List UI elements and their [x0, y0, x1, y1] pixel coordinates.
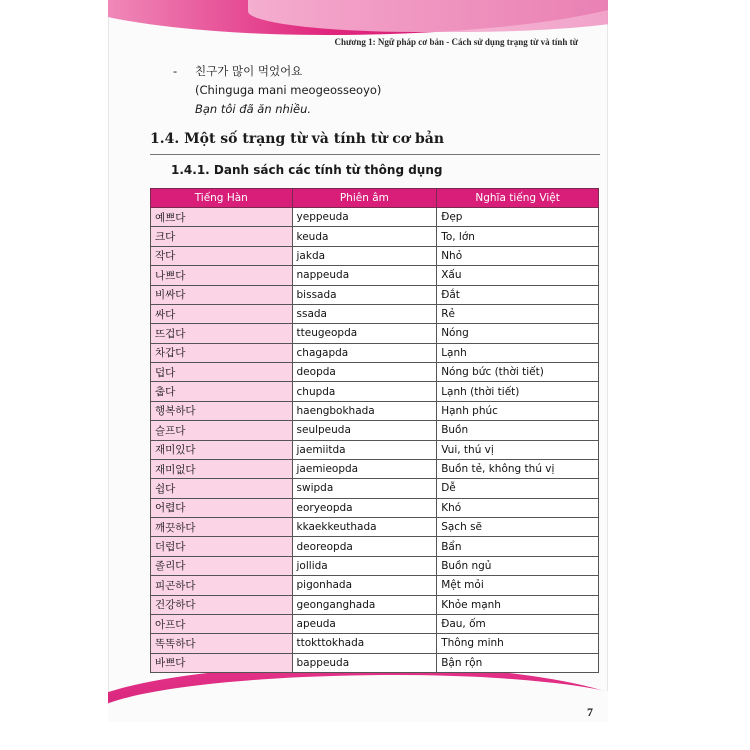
- romanization-cell: kkaekkeuthada: [292, 518, 437, 537]
- example-korean: 친구가 많이 먹었어요: [195, 64, 303, 78]
- table-row: [151, 266, 599, 285]
- romanization-cell: jaemieopda: [292, 459, 437, 478]
- table-row: [151, 634, 599, 653]
- vietnamese-cell: Lạnh (thời tiết): [437, 382, 599, 401]
- korean-cell: 차갑다: [151, 343, 293, 362]
- romanization-cell: deoreopda: [292, 537, 437, 556]
- table-row: [151, 595, 599, 614]
- korean-cell: 똑똑하다: [151, 634, 293, 653]
- korean-cell: 더럽다: [151, 537, 293, 556]
- korean-cell: 재미없다: [151, 459, 293, 478]
- section-divider: [150, 154, 600, 155]
- table-row: [151, 421, 599, 440]
- korean-cell: 행복하다: [151, 401, 293, 420]
- table-row: [151, 653, 599, 672]
- table-row: [151, 614, 599, 633]
- vietnamese-cell: Dễ: [437, 479, 599, 498]
- korean-cell: 어렵다: [151, 498, 293, 517]
- korean-cell: 뜨겁다: [151, 324, 293, 343]
- romanization-cell: bissada: [292, 285, 437, 304]
- vietnamese-cell: Thông minh: [437, 634, 599, 653]
- romanization-cell: yeppeuda: [292, 208, 437, 227]
- header-romanization: Phiên âm: [292, 189, 437, 208]
- romanization-cell: seulpeuda: [292, 421, 437, 440]
- example-romanization: (Chinguga mani meogeosseoyo): [195, 83, 382, 97]
- romanization-cell: swipda: [292, 479, 437, 498]
- table-row: [151, 208, 599, 227]
- vietnamese-cell: Buồn: [437, 421, 599, 440]
- romanization-cell: eoryeopda: [292, 498, 437, 517]
- table-header-row: [151, 189, 599, 208]
- korean-cell: 건강하다: [151, 595, 293, 614]
- vietnamese-cell: Xấu: [437, 266, 599, 285]
- romanization-cell: ttokttokhada: [292, 634, 437, 653]
- vietnamese-cell: Đau, ốm: [437, 614, 599, 633]
- romanization-cell: jaemiitda: [292, 440, 437, 459]
- table-row: [151, 440, 599, 459]
- korean-cell: 춥다: [151, 382, 293, 401]
- korean-cell: 졸리다: [151, 556, 293, 575]
- table-row: [151, 343, 599, 362]
- romanization-cell: geonganghada: [292, 595, 437, 614]
- vietnamese-cell: Mệt mỏi: [437, 576, 599, 595]
- romanization-cell: bappeuda: [292, 653, 437, 672]
- korean-cell: 피곤하다: [151, 576, 293, 595]
- table-row: [151, 459, 599, 478]
- example-dash: -: [173, 64, 178, 78]
- table-row: [151, 556, 599, 575]
- korean-cell: 깨끗하다: [151, 518, 293, 537]
- table-row: [151, 246, 599, 265]
- vietnamese-cell: Nhỏ: [437, 246, 599, 265]
- romanization-cell: deopda: [292, 363, 437, 382]
- romanization-cell: jakda: [292, 246, 437, 265]
- table-row: [151, 304, 599, 323]
- subsection-title: 1.4.1. Danh sách các tính từ thông dụng: [171, 163, 443, 177]
- vietnamese-cell: Bận rộn: [437, 653, 599, 672]
- table-row: [151, 498, 599, 517]
- example-translation: Bạn tôi đã ăn nhiều.: [195, 102, 312, 116]
- table-row: [151, 324, 599, 343]
- korean-cell: 비싸다: [151, 285, 293, 304]
- romanization-cell: keuda: [292, 227, 437, 246]
- vietnamese-cell: Vui, thú vị: [437, 440, 599, 459]
- vietnamese-cell: Đẹp: [437, 208, 599, 227]
- korean-cell: 바쁘다: [151, 653, 293, 672]
- korean-cell: 아프다: [151, 614, 293, 633]
- romanization-cell: jollida: [292, 556, 437, 575]
- vietnamese-cell: Khó: [437, 498, 599, 517]
- table-row: [151, 401, 599, 420]
- romanization-cell: ssada: [292, 304, 437, 323]
- header-vietnamese: Nghĩa tiếng Việt: [437, 189, 599, 208]
- vietnamese-cell: Lạnh: [437, 343, 599, 362]
- table-row: [151, 518, 599, 537]
- romanization-cell: tteugeopda: [292, 324, 437, 343]
- vietnamese-cell: Sạch sẽ: [437, 518, 599, 537]
- section-title: 1.4. Một số trạng từ và tính từ cơ bản: [150, 131, 445, 147]
- korean-cell: 싸다: [151, 304, 293, 323]
- romanization-cell: apeuda: [292, 614, 437, 633]
- romanization-cell: haengbokhada: [292, 401, 437, 420]
- example-sentence: [173, 62, 381, 119]
- vietnamese-cell: Khỏe mạnh: [437, 595, 599, 614]
- korean-cell: 슬프다: [151, 421, 293, 440]
- romanization-cell: chupda: [292, 382, 437, 401]
- korean-cell: 나쁘다: [151, 266, 293, 285]
- vietnamese-cell: Hạnh phúc: [437, 401, 599, 420]
- header-korean: Tiếng Hàn: [151, 189, 293, 208]
- vietnamese-cell: Bẩn: [437, 537, 599, 556]
- table-row: [151, 479, 599, 498]
- table-row: [151, 363, 599, 382]
- romanization-cell: nappeuda: [292, 266, 437, 285]
- book-page: [108, 0, 608, 722]
- korean-cell: 재미있다: [151, 440, 293, 459]
- vietnamese-cell: Buồn ngủ: [437, 556, 599, 575]
- chapter-header: Chương 1: Ngữ pháp cơ bản - Cách sử dụng trạng từ và tính từ: [334, 37, 578, 47]
- table-row: [151, 382, 599, 401]
- romanization-cell: chagapda: [292, 343, 437, 362]
- vietnamese-cell: Nóng: [437, 324, 599, 343]
- adjective-table: [150, 188, 599, 673]
- korean-cell: 크다: [151, 227, 293, 246]
- vietnamese-cell: Nóng bức (thời tiết): [437, 363, 599, 382]
- korean-cell: 덥다: [151, 363, 293, 382]
- vietnamese-cell: Buồn tẻ, không thú vị: [437, 459, 599, 478]
- vietnamese-cell: Đắt: [437, 285, 599, 304]
- table-body: [151, 208, 599, 673]
- vietnamese-cell: To, lớn: [437, 227, 599, 246]
- korean-cell: 쉽다: [151, 479, 293, 498]
- vietnamese-cell: Rẻ: [437, 304, 599, 323]
- korean-cell: 작다: [151, 246, 293, 265]
- romanization-cell: pigonhada: [292, 576, 437, 595]
- table-row: [151, 576, 599, 595]
- table-row: [151, 285, 599, 304]
- page-number: 7: [587, 705, 593, 719]
- korean-cell: 예쁘다: [151, 208, 293, 227]
- table-row: [151, 227, 599, 246]
- table-row: [151, 537, 599, 556]
